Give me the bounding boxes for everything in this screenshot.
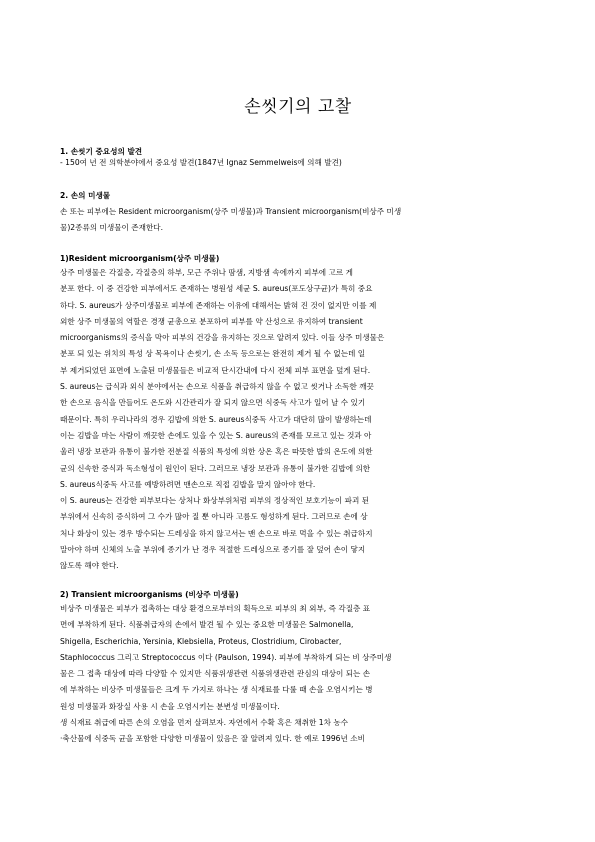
paragraph-line: Staphlococcus 그리고 Streptococcus 이다 (Paulson, 1994). 피부에 부착하게 되는 비 상주미생 — [60, 652, 392, 662]
paragraph-line: Shigella, Escherichia, Yersinia, Klebsiella, Proteus, Clostridium, Cirobacter, — [60, 636, 342, 646]
paragraph-line: 이 S. aureus는 건강한 피부보다는 상처나 화상부위처럼 피부의 정상적인 보호기능이 파괴 된 — [60, 496, 370, 506]
section-heading-transient: 2) Transient microorganisms (비상주 미생물) — [60, 590, 239, 599]
paragraph-line: 에 부착하는 비상주 미생물들은 크게 두 가지로 하나는 생 식재료를 다룰 때 손을 오염시키는 병 — [60, 685, 373, 695]
paragraph-line: 손 또는 피부에는 Resident microorganism(상주 미생물)과 Transient microorganism(비상주 미생 — [60, 207, 402, 216]
paragraph-line: 면에 부착하게 된다. 식품취급자의 손에서 발견 될 수 있는 중요한 미생물은 Salmonella, — [60, 620, 354, 630]
paragraph-line: 때문이다. 특히 우리나라의 경우 김밥에 의한 S. aureus식중독 사고가 대단히 많이 발생하는데 — [60, 414, 372, 424]
paragraph-line: 원성 미생물과 화장실 사용 시 손을 오염시키는 분변성 미생물이다. — [60, 701, 280, 711]
paragraph-line: 비상주 미생물은 피부가 접촉하는 대상 환경으로부터의 획득으로 피부의 최 외부, 즉 각질층 표 — [60, 604, 371, 613]
paragraph-line: 상주 미생물은 각질층, 각질층의 하부, 모근 주위나 땀샘, 지방샘 속에까지 피부에 고르 게 — [60, 268, 353, 277]
paragraph-line: 생 식재료 취급에 따른 손의 오염을 먼저 살펴보자. 자연에서 수확 혹은 채취한 1차 농수 — [60, 718, 349, 728]
paragraph-line: microorganisms의 증식을 막아 피부의 건강을 유지하는 것으로 알려져 있다. 이들 상주 미생물은 — [60, 333, 385, 343]
paragraph-line: 말아야 하며 신체의 노출 부위에 종기가 난 경우 적절한 드레싱으로 종기를 잘 덮어 손이 닿지 — [60, 545, 366, 555]
section-heading-importance: 1. 손씻기 중요성의 발견 — [60, 147, 143, 156]
transient-paragraph — [60, 601, 536, 748]
paragraph-line: ·축산물에 식중독 균을 포함한 다양한 미생물이 있음은 잘 알려져 있다. 한 예로 1996년 소비 — [60, 734, 365, 744]
paragraph-line: 부위에서 신속히 증식하여 그 수가 많아 질 뿐 아니라 고름도 형성하게 된다. 그러므로 손에 상 — [60, 512, 368, 522]
paragraph-line: 분포 한다. 이 중 건강한 피부에서도 존재하는 병원성 세균 S. aureus(포도상구균)가 특히 중요 — [60, 284, 373, 294]
paragraph-line: 물)2종류의 미생물이 존재한다. — [60, 223, 164, 233]
section-bullet-discovery: - 150여 년 전 의학분야에서 중요성 발견(1847년 Ignaz Semmelweis에 의해 발견) — [60, 158, 342, 167]
section-intro-paragraph — [60, 204, 536, 237]
paragraph-line: S. aureus는 급식과 외식 분야에서는 손으로 식품을 취급하지 않을 수 없고 씻거나 소독한 깨끗 — [60, 382, 374, 392]
paragraph-line: 부 제거되었던 표면에 노출된 미생물들은 비교적 단시간내에 다시 전체 피부 표면을 덮게 된다. — [60, 365, 371, 375]
section-heading-resident: 1)Resident microorganism(상주 미생물) — [60, 254, 220, 263]
paragraph-line: 외한 상주 미생물의 역할은 경쟁 균총으로 분포하여 피부를 약 산성으로 유지하여 transient — [60, 316, 363, 326]
paragraph-line: 하다. S. aureus가 상주미생물로 피부에 존재하는 이유에 대해서는 밝혀 진 것이 없지만 이를 제 — [60, 300, 377, 310]
page-title: 손씻기의 고찰 — [244, 97, 352, 117]
resident-paragraph — [60, 265, 536, 575]
paragraph-line: 이는 김밥을 마는 사람이 깨끗한 손에도 있을 수 있는 S. aureus의 존재를 모르고 있는 것과 아 — [60, 430, 372, 440]
paragraph-line: 않도록 해야 한다. — [60, 561, 119, 571]
paragraph-line: 분포 되 있는 위치의 특성 상 목욕이나 손씻기, 손 소독 등으로는 완전히 제거 될 수 없는데 일 — [60, 349, 366, 359]
paragraph-line: 울러 냉장 보관과 유통이 불가한 전분질 식품의 특성에 의한 상온 혹은 따뜻한 밥의 온도에 의한 — [60, 447, 373, 457]
paragraph-line: 처나 화상이 있는 경우 방수되는 드레싱을 하지 않고서는 맨 손으로 바로 먹을 수 있는 취급하지 — [60, 528, 373, 538]
paragraph-line: 물은 그 접촉 대상에 따라 다양할 수 있지만 식품위생관련 식품위생관련 관심의 대상이 되는 손 — [60, 669, 371, 679]
paragraph-line: 한 손으로 음식을 만들어도 온도와 시간관리가 잘 되지 않으면 식중독 사고가 일어 날 수 있기 — [60, 398, 366, 408]
paragraph-line: S. aureus식중독 사고를 예방하려면 맨손으로 직접 김밥을 말지 않아야 한다. — [60, 479, 316, 489]
paragraph-line: 균의 신속한 증식과 독소형성이 원인이 된다. 그러므로 냉장 보관과 유통이 불가한 김밥에 의한 — [60, 463, 371, 473]
section-heading-hand-microbes: 2. 손의 미생물 — [60, 191, 111, 200]
